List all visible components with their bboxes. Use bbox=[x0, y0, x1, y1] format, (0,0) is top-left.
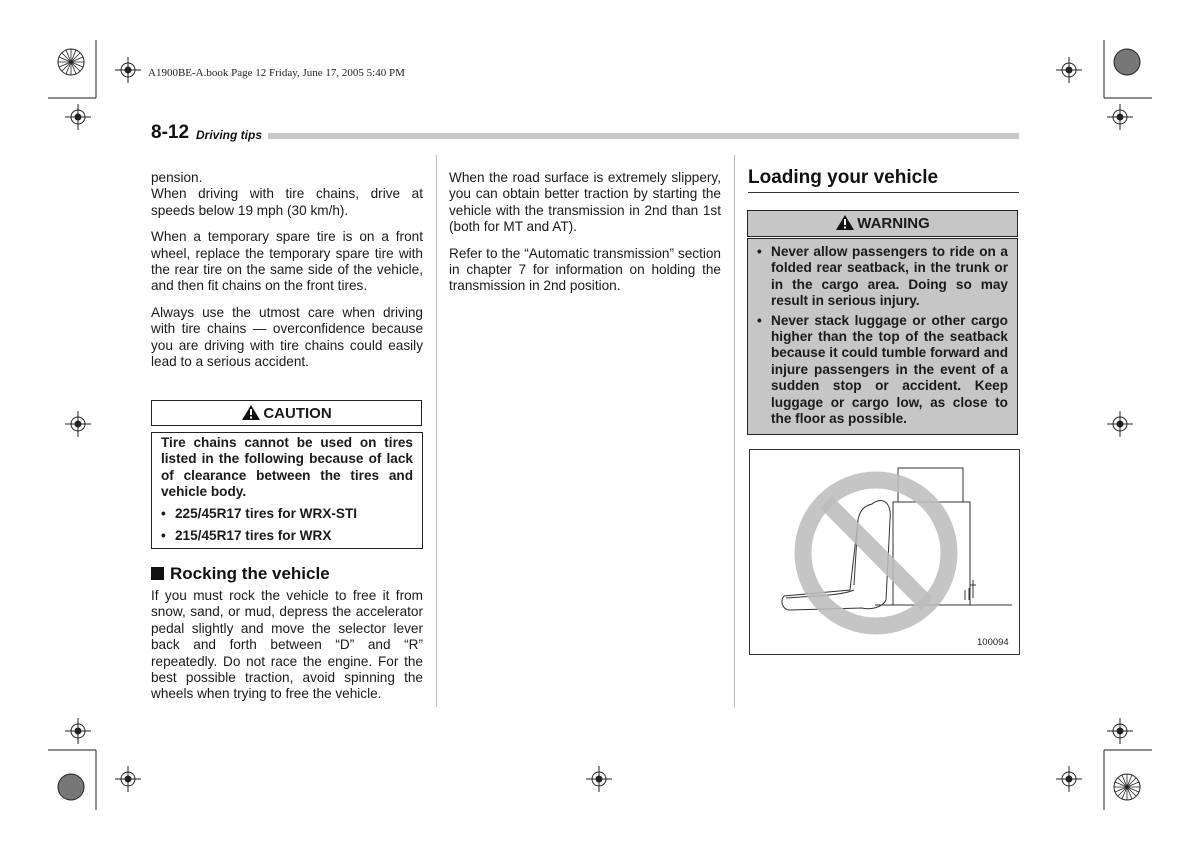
crosshair-icon bbox=[1056, 57, 1082, 83]
warning-header bbox=[747, 210, 1018, 237]
caution-list-item: • 225/45R17 tires for WRX-STI bbox=[161, 506, 413, 522]
crosshair-icon bbox=[586, 766, 612, 792]
paragraph: Refer to the “Automatic transmission” section in chapter 7 for information on holding the transmission in 2nd position. bbox=[449, 245, 721, 294]
caution-list-item: • 215/45R17 tires for WRX bbox=[161, 528, 413, 544]
left-column bbox=[151, 170, 423, 380]
crosshair-icon bbox=[1107, 718, 1133, 744]
loading-heading: Loading your vehicle bbox=[748, 167, 939, 188]
page-number: 8-12 bbox=[151, 122, 190, 143]
caution-box bbox=[151, 432, 423, 549]
column-divider bbox=[436, 155, 437, 707]
heading-rule bbox=[748, 192, 1019, 193]
paragraph: pension. bbox=[151, 170, 203, 185]
caution-title: CAUTION bbox=[263, 405, 332, 422]
column-divider bbox=[734, 155, 735, 707]
gray-target-icon bbox=[1114, 49, 1140, 75]
warning-title: WARNING bbox=[857, 215, 930, 232]
warning-box bbox=[747, 238, 1018, 435]
gray-target-icon bbox=[58, 774, 84, 800]
crosshair-icon bbox=[65, 411, 91, 437]
warning-triangle-icon bbox=[835, 214, 855, 231]
crosshair-icon bbox=[1056, 766, 1082, 792]
paragraph: When the road surface is extremely slippery, you can obtain better traction by starting the vehicle with the transmission in 2nd than 1st (both for MT and AT). bbox=[449, 170, 721, 235]
caution-text: Tire chains cannot be used on tires listed in the following because of lack of clearance between the tires and vehicle body. bbox=[161, 435, 413, 500]
seat-luggage-drawing bbox=[750, 450, 1019, 654]
caution-header bbox=[151, 400, 422, 426]
rocking-body bbox=[151, 588, 423, 713]
rocking-heading bbox=[151, 564, 330, 584]
header-bar bbox=[268, 133, 1019, 139]
crosshair-icon bbox=[115, 57, 141, 83]
paragraph: When driving with tire chains, drive at speeds below 19 mph (30 km/h). bbox=[151, 186, 423, 218]
figure-code: 100094 bbox=[977, 637, 1009, 648]
loading-illustration bbox=[749, 449, 1020, 655]
warning-list-item: • Never allow passengers to ride on a folded rear seatback, in the trunk or in the cargo area. Doing so may result in serious injury. bbox=[757, 244, 1008, 310]
book-info-line: A1900BE-A.book Page 12 Friday, June 17, 2005 5:40 PM bbox=[148, 67, 405, 79]
crosshair-icon bbox=[1107, 411, 1133, 437]
warning-list-item: • Never stack luggage or other cargo higher than the top of the seatback because it could tumble forward and injure passengers in the event of a sudden stop or accident. Keep luggage or cargo low, as close to the floor as possible. bbox=[757, 313, 1008, 428]
starburst-icon bbox=[1114, 774, 1140, 800]
crosshair-icon bbox=[65, 104, 91, 130]
section-title: Driving tips bbox=[196, 128, 263, 142]
crosshair-icon bbox=[65, 718, 91, 744]
rocking-title: Rocking the vehicle bbox=[170, 564, 330, 583]
middle-column bbox=[449, 170, 721, 305]
paragraph: When a temporary spare tire is on a front wheel, replace the temporary spare tire with the rear tire on the same side of the vehicle, and then fit chains on the front tires. bbox=[151, 229, 423, 294]
warning-triangle-icon bbox=[241, 404, 261, 421]
black-square-icon bbox=[151, 567, 164, 580]
paragraph: Always use the utmost care when driving with tire chains — overconfidence because you are driving with tire chains could easily lead to a serious accident. bbox=[151, 304, 423, 370]
paragraph: If you must rock the vehicle to free it from snow, sand, or mud, depress the accelerator pedal slightly and move the selector lever back and forth between “D” and “R” repeatedly. Do not race the engine. For the best possible traction, avoid spinning the wheels when trying to free the vehicle. bbox=[151, 588, 423, 702]
starburst-icon bbox=[58, 49, 84, 75]
crosshair-icon bbox=[115, 766, 141, 792]
crosshair-icon bbox=[1107, 104, 1133, 130]
